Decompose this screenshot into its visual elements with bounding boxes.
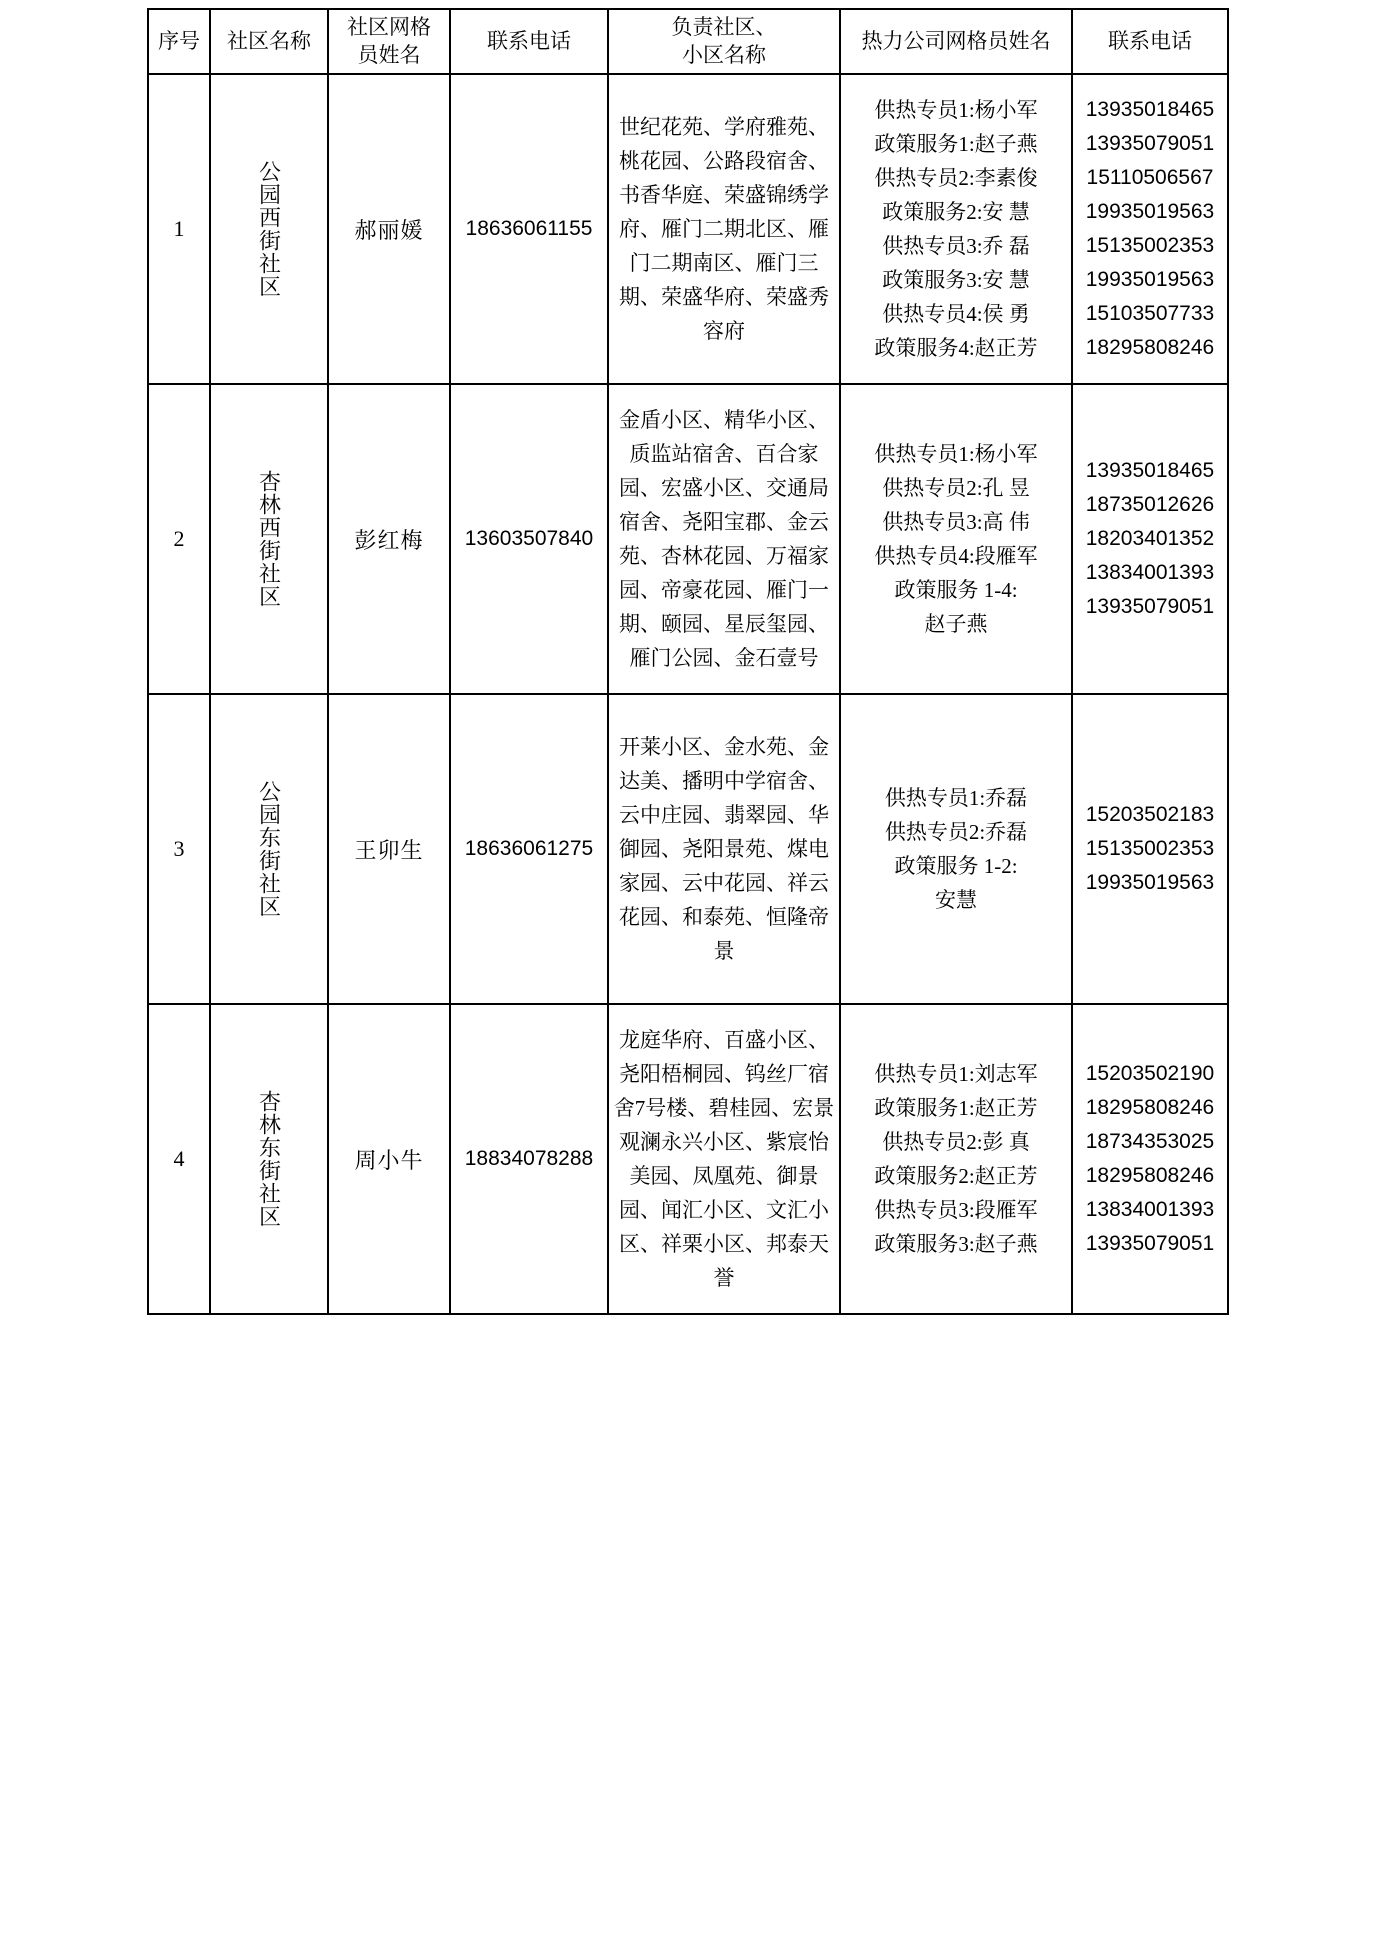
table-row bbox=[148, 694, 1228, 1004]
cell-heat-staff bbox=[840, 1004, 1072, 1314]
heat-phone-line: 13834001393 bbox=[1085, 561, 1215, 585]
heat-staff-line: 政策服务3:安 慧 bbox=[882, 268, 1030, 293]
heat-phone-line: 19935019563 bbox=[1085, 871, 1215, 895]
cell-heat-staff bbox=[840, 74, 1072, 384]
heat-staff-line: 供热专员2:李素俊 bbox=[874, 166, 1038, 191]
table-header-row bbox=[148, 9, 1228, 74]
cell-heat-phones bbox=[1072, 384, 1228, 694]
heat-phone-line: 15135002353 bbox=[1085, 234, 1215, 258]
cell-areas: 开莱小区、金水苑、金达美、播明中学宿舍、云中庄园、翡翠园、华御园、尧阳景苑、煤电家园、云中花园、祥云花园、和泰苑、恒隆帝景 bbox=[608, 694, 840, 1004]
cell-heat-staff bbox=[840, 694, 1072, 1004]
heat-phone-line: 19935019563 bbox=[1085, 200, 1215, 224]
column-header-grid-worker-line1: 社区网格 bbox=[347, 15, 431, 39]
community-name: 杏林东街社区 bbox=[256, 1090, 282, 1229]
column-header-heat-staff: 热力公司网格员姓名 bbox=[840, 9, 1072, 74]
column-header-grid-phone: 联系电话 bbox=[450, 9, 608, 74]
cell-community bbox=[210, 1004, 328, 1314]
cell-grid-worker: 郝丽媛 bbox=[328, 74, 450, 384]
heat-phone-line: 15135002353 bbox=[1085, 837, 1215, 861]
heat-staff-line: 供热专员1:刘志军 bbox=[874, 1062, 1038, 1087]
column-header-heat-phone: 联系电话 bbox=[1072, 9, 1228, 74]
column-header-grid-worker bbox=[328, 9, 450, 74]
cell-grid-phone: 18834078288 bbox=[450, 1004, 608, 1314]
heat-phone-line: 18203401352 bbox=[1085, 527, 1215, 551]
community-name: 公园西街社区 bbox=[256, 160, 282, 299]
heat-staff-line: 政策服务1:赵正芳 bbox=[874, 1096, 1038, 1121]
heat-staff-line: 政策服务4:赵正芳 bbox=[874, 336, 1038, 361]
grid-worker-table bbox=[147, 8, 1229, 1315]
cell-grid-worker: 王卯生 bbox=[328, 694, 450, 1004]
column-header-seq: 序号 bbox=[148, 9, 210, 74]
heat-phone-line: 13935079051 bbox=[1085, 595, 1215, 619]
cell-grid-worker: 彭红梅 bbox=[328, 384, 450, 694]
heat-staff-line: 政策服务1:赵子燕 bbox=[874, 132, 1038, 157]
heat-staff-line: 供热专员3:乔 磊 bbox=[882, 234, 1030, 259]
table-body bbox=[148, 74, 1228, 1314]
cell-grid-phone: 18636061155 bbox=[450, 74, 608, 384]
community-name: 杏林西街社区 bbox=[256, 470, 282, 609]
cell-community bbox=[210, 384, 328, 694]
heat-staff-line: 供热专员1:杨小军 bbox=[874, 442, 1038, 467]
cell-seq: 2 bbox=[148, 384, 210, 694]
heat-phone-line: 18295808246 bbox=[1085, 1096, 1215, 1120]
heat-staff-line: 供热专员3:高 伟 bbox=[882, 510, 1030, 535]
column-header-community: 社区名称 bbox=[210, 9, 328, 74]
heat-phone-line: 18734353025 bbox=[1085, 1130, 1215, 1154]
heat-staff-line: 赵子燕 bbox=[924, 612, 988, 637]
heat-staff-line: 供热专员1:乔磊 bbox=[884, 786, 1028, 811]
table-header bbox=[148, 9, 1228, 74]
column-header-areas-line1: 负责社区、 bbox=[671, 15, 777, 39]
cell-community bbox=[210, 74, 328, 384]
heat-phone-line: 18295808246 bbox=[1085, 1164, 1215, 1188]
heat-phone-line: 13935018465 bbox=[1085, 98, 1215, 122]
heat-staff-line: 供热专员3:段雁军 bbox=[874, 1198, 1038, 1223]
cell-heat-staff bbox=[840, 384, 1072, 694]
heat-staff-line: 政策服务2:安 慧 bbox=[882, 200, 1030, 225]
cell-heat-phones bbox=[1072, 1004, 1228, 1314]
heat-phone-line: 15110506567 bbox=[1086, 166, 1214, 190]
cell-areas: 世纪花苑、学府雅苑、桃花园、公路段宿舍、书香华庭、荣盛锦绣学府、雁门二期北区、雁门二期南区、雁门三期、荣盛华府、荣盛秀容府 bbox=[608, 74, 840, 384]
heat-phone-line: 15203502190 bbox=[1085, 1062, 1215, 1086]
heat-phone-line: 18295808246 bbox=[1085, 336, 1215, 360]
community-vertical-wrap bbox=[213, 389, 325, 689]
heat-staff-line: 安慧 bbox=[935, 888, 977, 913]
community-vertical-wrap bbox=[213, 79, 325, 379]
community-name: 公园东街社区 bbox=[256, 780, 282, 919]
cell-areas: 龙庭华府、百盛小区、尧阳梧桐园、钨丝厂宿舍7号楼、碧桂园、宏景观澜永兴小区、紫宸怡美园、凤凰苑、御景园、闻汇小区、文汇小区、祥栗小区、邦泰天誉 bbox=[608, 1004, 840, 1314]
community-vertical-wrap bbox=[213, 1009, 325, 1309]
heat-phone-line: 19935019563 bbox=[1085, 268, 1215, 292]
heat-staff-line: 供热专员4:侯 勇 bbox=[882, 302, 1030, 327]
heat-phone-line: 13935079051 bbox=[1085, 132, 1215, 156]
cell-seq: 3 bbox=[148, 694, 210, 1004]
heat-phone-line: 13935079051 bbox=[1085, 1232, 1215, 1256]
column-header-areas bbox=[608, 9, 840, 74]
column-header-areas-line2: 小区名称 bbox=[682, 42, 766, 67]
heat-staff-line: 供热专员2:彭 真 bbox=[882, 1130, 1030, 1155]
cell-community bbox=[210, 694, 328, 1004]
heat-staff-line: 供热专员1:杨小军 bbox=[874, 98, 1038, 123]
heat-staff-line: 政策服务2:赵正芳 bbox=[874, 1164, 1038, 1189]
heat-staff-line: 政策服务 1-4: bbox=[894, 578, 1018, 603]
heat-phone-line: 18735012626 bbox=[1085, 493, 1215, 517]
cell-seq: 1 bbox=[148, 74, 210, 384]
table-row bbox=[148, 74, 1228, 384]
heat-staff-line: 政策服务 1-2: bbox=[894, 854, 1018, 879]
heat-staff-line: 供热专员2:孔 昱 bbox=[882, 476, 1030, 501]
heat-phone-line: 13834001393 bbox=[1085, 1198, 1215, 1222]
heat-staff-line: 供热专员4:段雁军 bbox=[874, 544, 1038, 569]
column-header-grid-worker-line2: 员姓名 bbox=[357, 42, 421, 67]
community-vertical-wrap bbox=[213, 699, 325, 999]
cell-heat-phones bbox=[1072, 74, 1228, 384]
cell-grid-worker: 周小牛 bbox=[328, 1004, 450, 1314]
heat-staff-line: 政策服务3:赵子燕 bbox=[874, 1232, 1038, 1257]
cell-grid-phone: 18636061275 bbox=[450, 694, 608, 1004]
heat-phone-line: 13935018465 bbox=[1085, 459, 1215, 483]
table-row bbox=[148, 384, 1228, 694]
heat-phone-line: 15103507733 bbox=[1085, 302, 1215, 326]
cell-grid-phone: 13603507840 bbox=[450, 384, 608, 694]
cell-areas: 金盾小区、精华小区、质监站宿舍、百合家园、宏盛小区、交通局宿舍、尧阳宝郡、金云苑、杏林花园、万福家园、帝豪花园、雁门一期、颐园、星辰玺园、雁门公园、金石壹号 bbox=[608, 384, 840, 694]
heat-phone-line: 15203502183 bbox=[1085, 803, 1215, 827]
table-row bbox=[148, 1004, 1228, 1314]
cell-heat-phones bbox=[1072, 694, 1228, 1004]
cell-seq: 4 bbox=[148, 1004, 210, 1314]
heat-staff-line: 供热专员2:乔磊 bbox=[884, 820, 1028, 845]
